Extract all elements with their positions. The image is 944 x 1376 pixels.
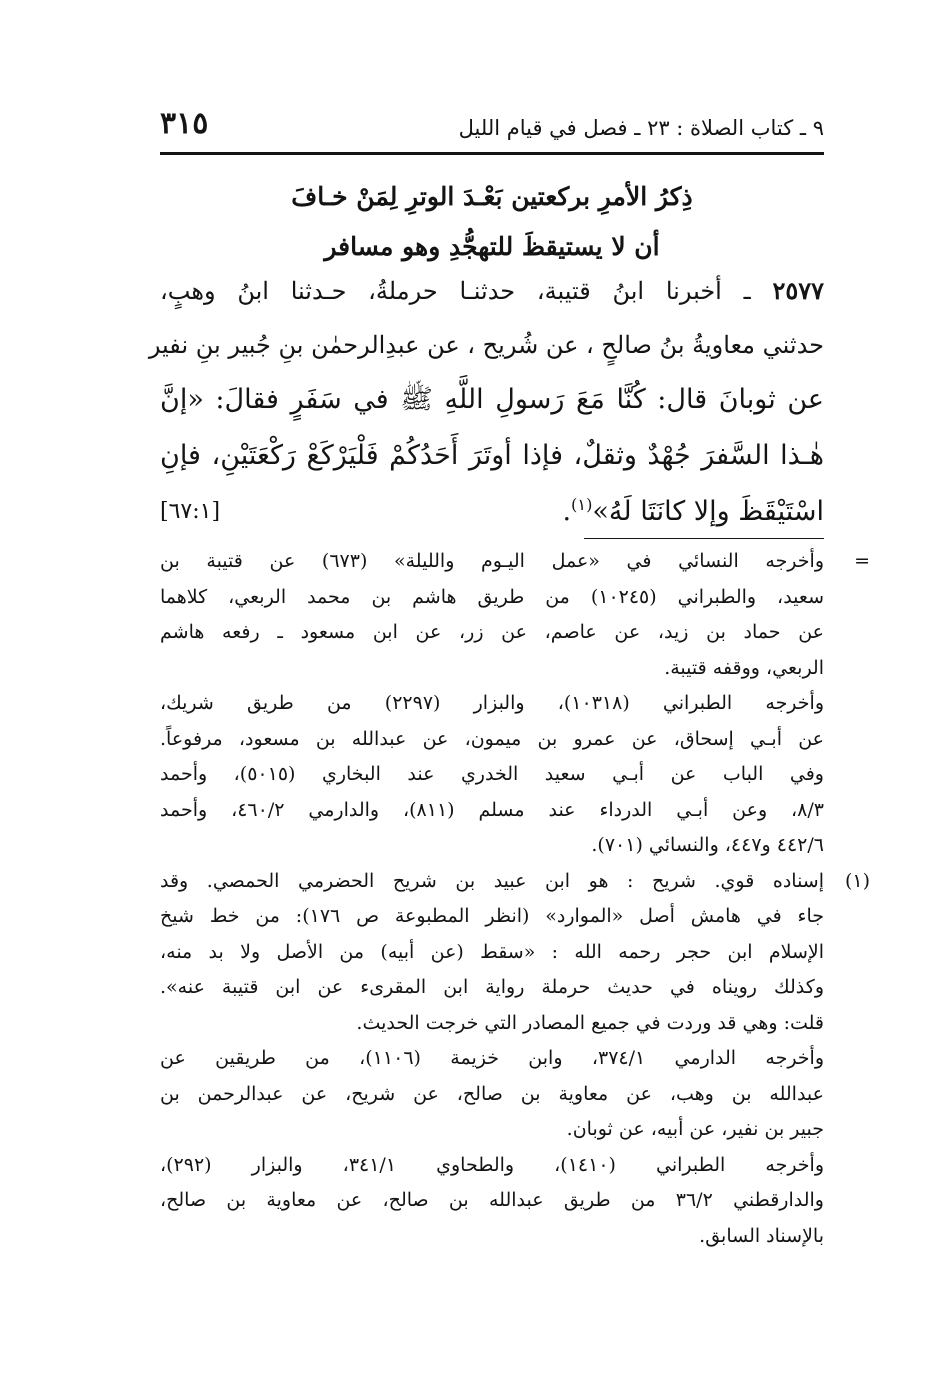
note-line: بالإسناد السابق. bbox=[699, 1224, 824, 1247]
page-number: ٣١٥ bbox=[160, 106, 209, 141]
hadith-number: ٢٥٧٧ bbox=[772, 276, 824, 305]
note-line: الإسلام ابن حجر رحمه الله : «سقط (عن أبيه) من الأصل ولا بد منه، bbox=[160, 940, 824, 963]
note-line: جاء في هامش أصل «الموارد» (انظر المطبوعة ص ١٧٦): من خط شيخ bbox=[160, 905, 824, 927]
note-line: وأخرجه الطبراني (١٠٣١٨)، والبزار (٢٢٩٧) من طريق شريك، bbox=[160, 692, 824, 714]
footnote-ref: (١) bbox=[571, 495, 593, 514]
note-line: سعيد، والطبراني (١٠٢٤٥) من طريق هاشم بن محمد الربعي، كلاهما bbox=[160, 585, 824, 608]
continuation-marker: = bbox=[854, 550, 870, 572]
note-line: والدارقطني ٣٦/٢ من طريق عبدالله بن صالح، عن معاوية بن صالح، bbox=[160, 1189, 824, 1211]
hadith-line-text: اسْتَيْقَظَ وإلا كانَتَا لَهُ» bbox=[592, 496, 824, 527]
note-line: ٨/٣، وعن أبـي الدرداء عند مسلم (٨١١)، والدارمي ٤٦٠/٢، وأحمد bbox=[160, 798, 824, 821]
heading-line: ذِكرُ الأمرِ بركعتين بَعْـدَ الوترِ لِمَنْ خـافَ bbox=[291, 182, 693, 211]
note-line: وأخرجه الدارمي ٣٧٤/١، وابن خزيمة (١١٠٦)، من طريقين عن bbox=[160, 1047, 825, 1069]
section-heading bbox=[160, 172, 824, 272]
note-line bbox=[160, 544, 870, 580]
note-line: عن أبـي إسحاق، عن عمرو بن ميمون، عن عبدالله بن مسعود، مرفوعاً. bbox=[160, 727, 824, 750]
hadith-end: . bbox=[562, 496, 572, 527]
hadith-line: عن ثوبانَ قال: كُنَّا مَعَ رَسولِ اللَّهِ ﷺ في سَفَرٍ فقالَ: «إنَّ bbox=[160, 384, 824, 415]
footnotes bbox=[160, 544, 870, 1254]
hadith-line bbox=[160, 484, 824, 540]
note-line: وأخرجه الطبراني (١٤١٠)، والطحاوي ٣٤١/١، والبزار (٢٩٢)، bbox=[160, 1153, 824, 1176]
hadith-line-text: ـ أخبرنا ابنُ قتيبة، حدثنـا حرملةُ، حـدثنا ابنُ وهبٍ، bbox=[160, 277, 751, 305]
header-rule bbox=[160, 152, 824, 155]
footnote-rule bbox=[584, 538, 824, 539]
note-line: قلت: وهي قد وردت في جميع المصادر التي خرجت الحديث. bbox=[356, 1011, 824, 1034]
note-line: الربعي، ووقفه قتيبة. bbox=[664, 656, 824, 679]
heading-line: أن لا يستيقظَ للتهجُّدِ وهو مسافر bbox=[324, 232, 660, 261]
hadith-text bbox=[148, 264, 824, 540]
note-line: وكذلك رويناه في حديث حرملة رواية ابن المقرىء عن ابن قتيبة عنه». bbox=[160, 976, 824, 998]
note-line: جبير بن نفير، عن أبيه، عن ثوبان. bbox=[566, 1118, 824, 1140]
source-reference: [٦٧:١] bbox=[160, 499, 221, 524]
running-head bbox=[160, 104, 824, 148]
hadith-line: هٰـذا السَّفرَ جُهْدٌ وثقلٌ، فإذا أوتَرَ أَحَدُكُمْ فَلْيَرْكَعْ رَكْعَتَيْنِ، فإنِ bbox=[160, 440, 824, 471]
note-line: ٤٤٢/٦ و٤٤٧، والنسائي (٧٠١). bbox=[591, 834, 824, 856]
hadith-line: حدثني معاويةُ بنُ صالحٍ ، عن شُريح ، عن عبدِالرحمٰن بنِ جُبير بنِ نفير bbox=[148, 331, 824, 359]
hadith-line bbox=[160, 264, 824, 318]
footnote-marker: (١) bbox=[844, 869, 870, 892]
note-line: وفي الباب عن أبـي سعيد الخدري عند البخاري (٥٠١٥)، وأحمد bbox=[160, 763, 824, 785]
note-line: عبدالله بن وهب، عن معاوية بن صالح، عن شريح، عن عبدالرحمن بن bbox=[160, 1082, 824, 1105]
note-line-text: إسناده قوي. شريح : هو ابن عبيد بن شريح الحضرمي الحمصي. وقد bbox=[160, 869, 824, 892]
note-line: عن حماد بن زيد، عن عاصم، عن زر، عن ابن مسعود ـ رفعه هاشم bbox=[160, 621, 824, 643]
chapter-title: ٩ ـ كتاب الصلاة : ٢٣ ـ فصل في قيام الليل bbox=[458, 116, 824, 140]
note-line-text: وأخرجه النسائي في «عمل اليـوم والليلة» (٦٧٣) عن قتيبة بن bbox=[160, 550, 824, 572]
note-line bbox=[160, 864, 870, 900]
